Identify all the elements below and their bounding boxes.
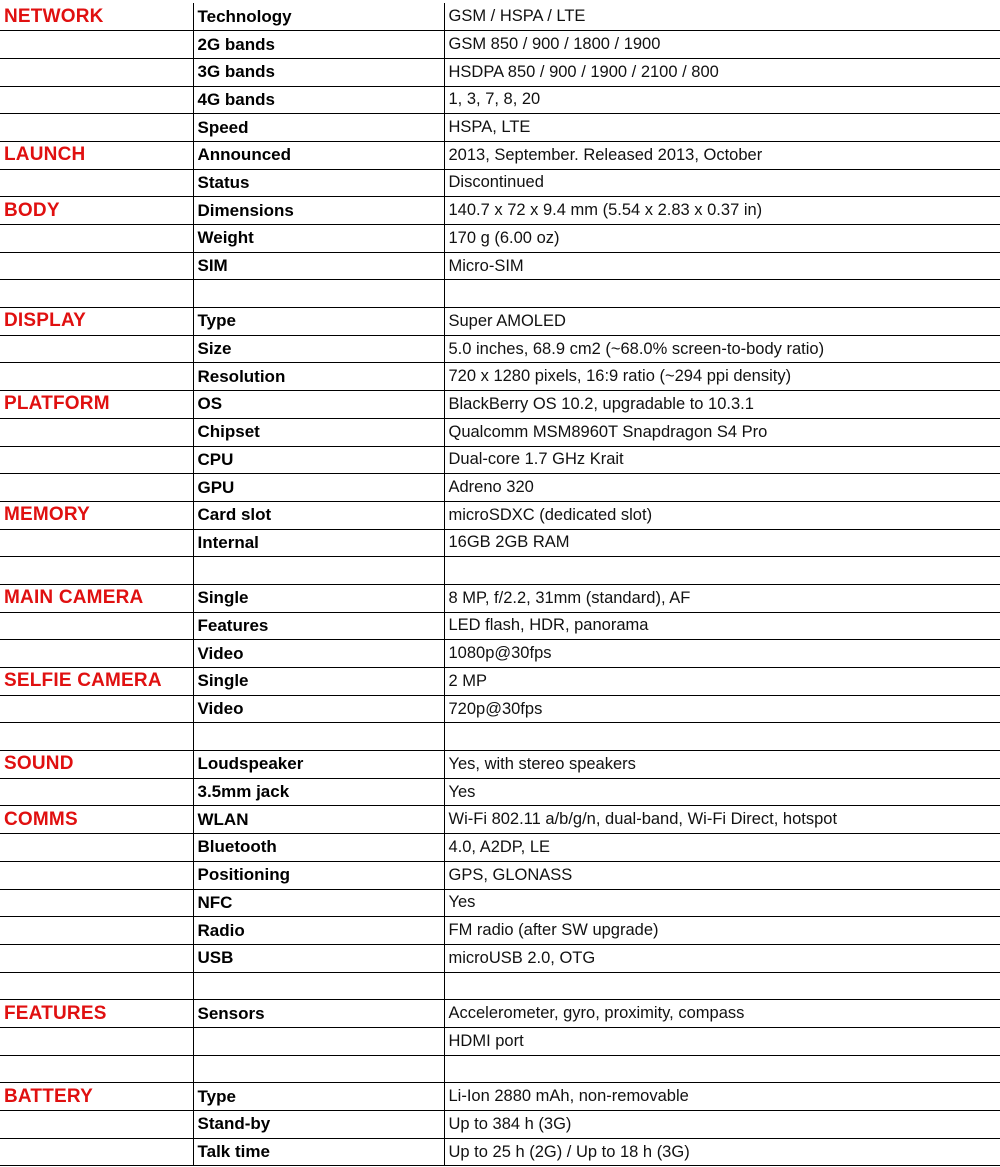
spec-row [0,668,1000,696]
spec-value-cell: 140.7 x 72 x 9.4 mm (5.54 x 2.83 x 0.37 in) [444,197,1000,225]
spec-label-cell: Card slot [193,501,444,529]
spec-label-cell: Loudspeaker [193,751,444,779]
spec-row [0,474,1000,502]
spec-label-cell [193,972,444,1000]
category-cell [0,418,193,446]
spec-row [0,501,1000,529]
category-cell: COMMS [0,806,193,834]
spec-value-cell: 1, 3, 7, 8, 20 [444,86,1000,114]
spec-row [0,889,1000,917]
spec-row [0,446,1000,474]
category-cell: FEATURES [0,1000,193,1028]
spec-label-cell: Resolution [193,363,444,391]
spec-value-cell: 1080p@30fps [444,640,1000,668]
spec-value-cell [444,723,1000,751]
spec-label-cell: Size [193,335,444,363]
spec-row [0,3,1000,31]
spec-row [0,612,1000,640]
spec-value-cell: Yes, with stereo speakers [444,751,1000,779]
spec-table-body [0,3,1000,1166]
spec-row [0,197,1000,225]
spec-value-cell: Accelerometer, gyro, proximity, compass [444,1000,1000,1028]
spec-label-cell: NFC [193,889,444,917]
spec-label-cell: SIM [193,252,444,280]
category-cell [0,723,193,751]
spec-label-cell: WLAN [193,806,444,834]
spec-row [0,86,1000,114]
spec-value-cell: Micro-SIM [444,252,1000,280]
spec-row [0,31,1000,59]
category-cell [0,1055,193,1083]
category-cell: BODY [0,197,193,225]
spec-value-cell: 4.0, A2DP, LE [444,834,1000,862]
category-cell: PLATFORM [0,391,193,419]
category-cell: SELFIE CAMERA [0,668,193,696]
category-cell [0,169,193,197]
spec-value-cell: HSPA, LTE [444,114,1000,142]
spec-value-cell: 2 MP [444,668,1000,696]
spec-value-cell: 2013, September. Released 2013, October [444,141,1000,169]
category-cell [0,86,193,114]
spec-value-cell: GSM / HSPA / LTE [444,3,1000,31]
spec-row [0,58,1000,86]
category-cell [0,861,193,889]
spec-label-cell: 3G bands [193,58,444,86]
spec-label-cell: Bluetooth [193,834,444,862]
category-cell [0,114,193,142]
spec-row [0,252,1000,280]
category-cell [0,557,193,585]
spec-row [0,917,1000,945]
spec-value-cell: Adreno 320 [444,474,1000,502]
category-cell [0,640,193,668]
category-cell [0,778,193,806]
spec-row [0,695,1000,723]
spec-label-cell: Chipset [193,418,444,446]
spec-label-cell: 4G bands [193,86,444,114]
category-cell: SOUND [0,751,193,779]
spec-label-cell: Stand-by [193,1111,444,1139]
spec-value-cell: Super AMOLED [444,308,1000,336]
spec-label-cell [193,1055,444,1083]
spec-label-cell: Internal [193,529,444,557]
category-cell [0,363,193,391]
category-cell [0,972,193,1000]
category-cell [0,917,193,945]
spec-value-cell: LED flash, HDR, panorama [444,612,1000,640]
spec-row [0,335,1000,363]
category-cell [0,889,193,917]
spec-value-cell: Li-Ion 2880 mAh, non-removable [444,1083,1000,1111]
category-cell [0,58,193,86]
category-cell [0,446,193,474]
spec-label-cell [193,280,444,308]
spec-label-cell: 3.5mm jack [193,778,444,806]
spec-row [0,225,1000,253]
spec-row [0,1000,1000,1028]
spec-table [0,3,1000,1166]
spec-value-cell: microSDXC (dedicated slot) [444,501,1000,529]
spec-label-cell: Single [193,668,444,696]
category-cell [0,31,193,59]
spec-value-cell: FM radio (after SW upgrade) [444,917,1000,945]
spec-value-cell: 5.0 inches, 68.9 cm2 (~68.0% screen-to-body ratio) [444,335,1000,363]
category-cell [0,1111,193,1139]
category-cell [0,695,193,723]
spec-value-cell: 8 MP, f/2.2, 31mm (standard), AF [444,584,1000,612]
spec-value-cell: 720 x 1280 pixels, 16:9 ratio (~294 ppi density) [444,363,1000,391]
category-cell [0,1027,193,1055]
category-cell [0,280,193,308]
spec-row [0,141,1000,169]
spec-row [0,972,1000,1000]
spec-label-cell: Sensors [193,1000,444,1028]
spec-value-cell: Qualcomm MSM8960T Snapdragon S4 Pro [444,418,1000,446]
spec-label-cell: Single [193,584,444,612]
category-cell: LAUNCH [0,141,193,169]
spec-value-cell: Yes [444,889,1000,917]
spec-value-cell: Yes [444,778,1000,806]
spec-row [0,308,1000,336]
spec-label-cell: Speed [193,114,444,142]
spec-label-cell: Video [193,695,444,723]
spec-value-cell: Dual-core 1.7 GHz Krait [444,446,1000,474]
spec-row [0,723,1000,751]
spec-row [0,557,1000,585]
category-cell: NETWORK [0,3,193,31]
spec-value-cell: 720p@30fps [444,695,1000,723]
spec-label-cell: Announced [193,141,444,169]
spec-label-cell: Type [193,1083,444,1111]
spec-value-cell: 16GB 2GB RAM [444,529,1000,557]
spec-value-cell: GPS, GLONASS [444,861,1000,889]
spec-row [0,280,1000,308]
category-cell [0,529,193,557]
spec-row [0,834,1000,862]
spec-label-cell: OS [193,391,444,419]
spec-row [0,363,1000,391]
spec-value-cell: Wi-Fi 802.11 a/b/g/n, dual-band, Wi-Fi Direct, hotspot [444,806,1000,834]
spec-label-cell: Video [193,640,444,668]
category-cell: MEMORY [0,501,193,529]
spec-label-cell: USB [193,944,444,972]
category-cell [0,474,193,502]
spec-label-cell: Talk time [193,1138,444,1166]
spec-label-cell: Positioning [193,861,444,889]
spec-row [0,391,1000,419]
category-cell: DISPLAY [0,308,193,336]
spec-label-cell: Technology [193,3,444,31]
spec-row [0,1138,1000,1166]
spec-value-cell: 170 g (6.00 oz) [444,225,1000,253]
category-cell: BATTERY [0,1083,193,1111]
spec-row [0,1083,1000,1111]
spec-value-cell [444,280,1000,308]
spec-label-cell: 2G bands [193,31,444,59]
spec-label-cell: CPU [193,446,444,474]
category-cell [0,252,193,280]
spec-row [0,751,1000,779]
spec-value-cell [444,557,1000,585]
spec-label-cell: Status [193,169,444,197]
spec-label-cell: Weight [193,225,444,253]
spec-value-cell: microUSB 2.0, OTG [444,944,1000,972]
spec-row [0,418,1000,446]
spec-row [0,1027,1000,1055]
spec-label-cell: GPU [193,474,444,502]
spec-label-cell [193,557,444,585]
spec-label-cell [193,1027,444,1055]
category-cell [0,612,193,640]
spec-row [0,1055,1000,1083]
category-cell [0,834,193,862]
category-cell [0,944,193,972]
spec-row [0,778,1000,806]
category-cell [0,335,193,363]
spec-value-cell: Up to 384 h (3G) [444,1111,1000,1139]
spec-row [0,861,1000,889]
spec-label-cell: Type [193,308,444,336]
category-cell [0,1138,193,1166]
spec-label-cell [193,723,444,751]
spec-value-cell: HSDPA 850 / 900 / 1900 / 2100 / 800 [444,58,1000,86]
spec-row [0,584,1000,612]
spec-row [0,1111,1000,1139]
spec-row [0,114,1000,142]
spec-value-cell: Discontinued [444,169,1000,197]
category-cell: MAIN CAMERA [0,584,193,612]
spec-value-cell: Up to 25 h (2G) / Up to 18 h (3G) [444,1138,1000,1166]
spec-label-cell: Features [193,612,444,640]
spec-label-cell: Radio [193,917,444,945]
category-cell [0,225,193,253]
spec-value-cell [444,972,1000,1000]
spec-value-cell: BlackBerry OS 10.2, upgradable to 10.3.1 [444,391,1000,419]
spec-row [0,944,1000,972]
spec-row [0,529,1000,557]
spec-value-cell: HDMI port [444,1027,1000,1055]
spec-row [0,640,1000,668]
spec-value-cell [444,1055,1000,1083]
spec-row [0,169,1000,197]
spec-row [0,806,1000,834]
spec-value-cell: GSM 850 / 900 / 1800 / 1900 [444,31,1000,59]
spec-label-cell: Dimensions [193,197,444,225]
